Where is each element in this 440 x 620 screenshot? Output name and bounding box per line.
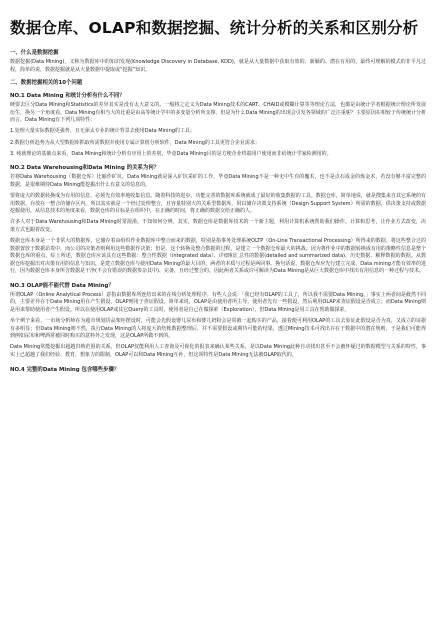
paragraph: 数据挖掘(Data Mining)，又称为数据库中的知识发现(Knowledge Discovery in Database, KDD)，就是从大量数据中获取有效的、新颖的、潜在有用的、最终可理解的模式的非平凡过程，简单的说，数据挖掘就是从大量数据中提取或“挖掘”知识。 [10,59,426,73]
paragraph: 2.数据分析趋势为从大型数据库抓取所需数据并使用专属计算机分析软件，Data Mining的工具更符合企业需求； [10,139,260,146]
paragraph: Data Mining常能挖掘出超越归纳范围的关系，但OLAP仅能利用人工查询及可视化的报表来确认某些关系，是以Data Mining此种自动找出甚至不会被怀疑过的数据模型与关系的特性，事实上已超越了我们经验、教育、想象力的限制，OLAP可以和Data Mining互补，但这项特性是Data Mining无法被OLAP取代的。 [10,344,426,359]
paragraph: 举个例子来看，一市场分析师在为超市规划货品架柜摆设时，可能会先假设婴儿尿布和婴儿奶粉会是常被一起购买的产品，接着便可利用OLAP的工具去验证此假设是否为真，又成立的证据有多明显；但Data Mining则不然，执行Data Mining的人将庞大的结帐数据整理后，并不需要假设或期待可能的结果，透过Mining技术可找出存在于数据中的潜在规则，于是我们可能得到例如尿布和啤酒常被同时购买的意料外之发现，这是OLAP所做不到的。 [10,318,426,340]
question-heading: NO.3 OLAP能不能代替 Data Mining？ [10,282,114,289]
question-heading: NO.4 完整的Data Mining 包含哪些步骤？ [10,366,120,373]
section-heading: 二、数据挖掘相关的10个问题 [10,80,83,87]
section-heading: 一、什么是数据挖掘 [10,50,59,56]
question-heading: NO.1 Data Mining 和统计分析有什么不同？ [10,93,125,100]
paragraph: 硬要去区分Data Mining和Statistics的差异其实是没有太大意义的。一般将之定义为Data Mining技术的CART、CHAID或模糊计算等等理论方法，也都是由统计学者根据统计理论所发展衍生，换另一个角度看，Data Mining有相当大的比重是由高等统计学中的多变量分析所支撑。但是为什么Data Mining的出现会引发各领域的广泛注重呢？主要原因在相较于传统统计分析而言，Data Mining有下列几项特性： [10,102,426,124]
paragraph: 许多人对于Data Warehousing和Data Mining时常混淆，不知如何分辨。其实，数据仓库是数据库技术的一个新主题，利用计算机系统帮助我们操作、计算和思考，让作业方式改变，决策方式也跟着改变。 [10,219,426,233]
paragraph: 1.处理大量实际数据更强势，且无须太专业的统计背景去使用Data Mining的工具； [10,128,195,135]
document-body [10,48,426,373]
question-heading: NO.2 Data Warehousing和Data Mining 的关系为何？ [10,165,160,172]
paragraph: 所谓OLAP（Online Analytical Process）意指由数据库所连结出来的在线分析处理程序。有些人会说：「我已经有OLAP的工具了，所以我不需要Data Mining。」事实上两者间是截然不同的，主要差异在于Data Mining用在产生假设，OLAP则用于查证假设。简单来说，OLAP是由使用者所主导，使用者先有一些假设，然后利用OLAP来查证假设是否成立；而Data Mining则是用来帮助使用者产生假设。所以在使用OLAP或其它Query的工具时，使用者是自己在做探索（Exploration），但Data Mining是用工具在帮助做探索。 [10,291,426,314]
paragraph: 数据仓库本身是一个非常大的数据库，它储存着由组织作业数据库中整合而来的数据，特别是指事务处理系统OLTP（On-Line Transactional Processing）所得来的数据。将这些整合过的数据置放于数据昂贵中，而公司的决策者则利用这些数据作决策；但是，这个转换及整合数据的过程，是建立一个数据仓库最大的挑战。因为将作业中的数据转换成有用的策略性信息是整个数据仓库的重点。综上所述，数据仓库应该具有这些数据：整合性数据（integrated data）、详细和汇总性的数据(detailed and summarized data)、历史数据、解释数据的数据。从数据仓库挖掘出对决策有用的信息与知识，是建立数据仓库与使用Data Mining的最大目的，两者的本质与过程是两回事。换句话说，数据仓库应先行建立完成，Data mining才能有效率的进行，因为数据仓库本身所含数据是干净(不会有错误的数据参杂其中)、完备，且经过整合的。因此两者关系或许可解读为Data Mining是从巨大数据仓库中找出有用信息的一种过程与技术。 [10,237,426,275]
paragraph: 若将Data Warehousing（数据仓库）比喻作矿坑，Data Mining就是深入矿坑采矿的工作。毕竟Data Mining不是一种无中生有的魔术，也不是点石成金的炼金术，若没有够丰富完整的数据，是很难期待Data Mining能挖掘出什么有意义的信息的。 [10,174,426,188]
paragraph: 3. 纯就理论的基础点来看，Data Mining和统计分析有应用上的差别，毕竟Data Mining目的是方便企业终端用户使用而非给统计学家检测用的。 [10,150,332,157]
page-title: 数据仓库、OLAP和数据挖掘、统计分析的关系和区别分析 [10,19,419,37]
paragraph: 要将庞大的数据转换成为有用的信息，必须先有效率地收集信息。随着科技的进步，功能完善的数据库系统就成了最好的收集数据的工具。数据仓库，简单地说，就是搜集来自其它系统的有用数据，存放在一整合的储存区内。所以其实就是一个经过处理整合，且容量特别大的关系型数据库，用以储存决策支持系统（Design Support System）所需的数据，供决策支持或数据挖掘使用。从信息技术的角度来看，数据仓库的目标是在组织中，在正确的时间，将正确的数据交给正确的人。 [10,192,426,215]
